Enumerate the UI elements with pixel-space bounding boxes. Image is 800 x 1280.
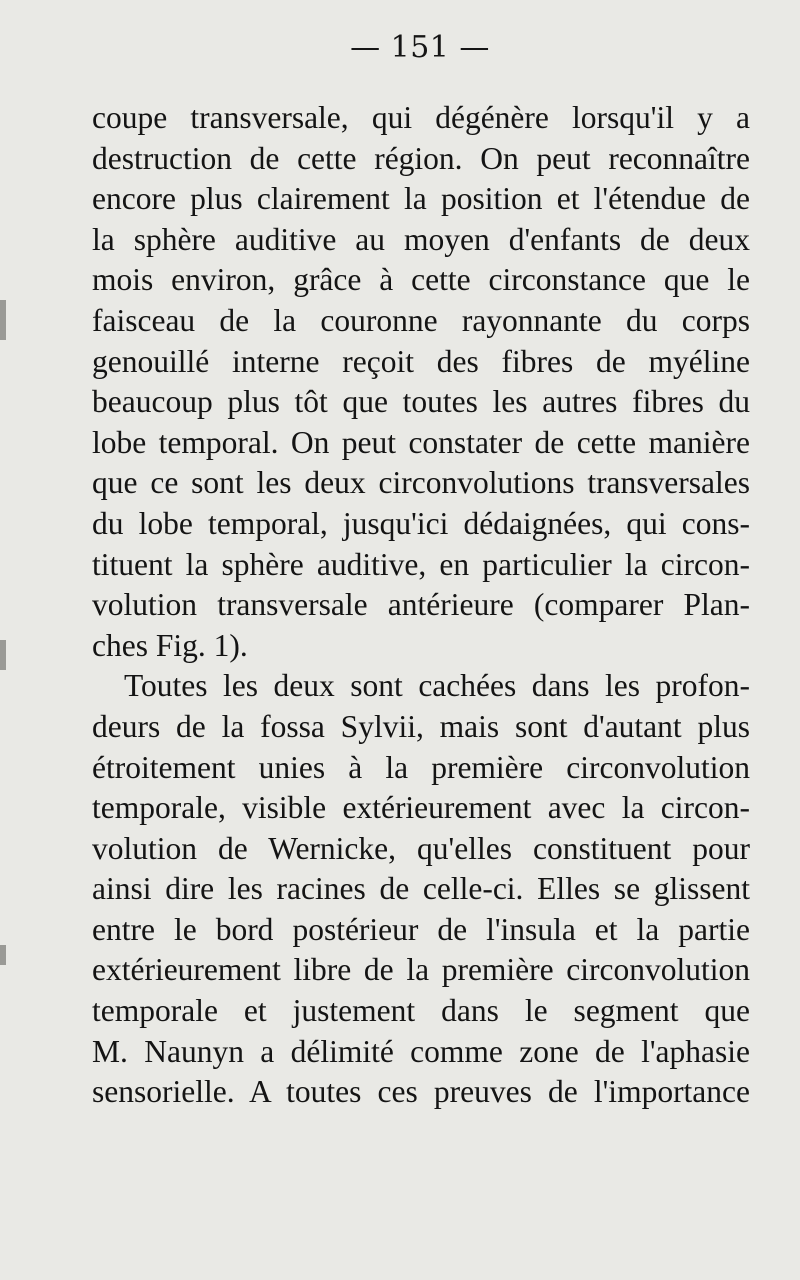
page-edge-mark [0,945,6,965]
text-line: extérieurement libre de la première circonvolution [92,952,750,988]
text-line: volution transversale antérieure (comparer Plan- [92,587,750,623]
text-line: entre le bord postérieur de l'insula et la partie [92,911,750,947]
text-line: M. Naunyn a délimité comme zone de l'aphasie [92,1033,750,1069]
text-line: Toutes les deux sont cachées dans les profon- [124,668,750,704]
page-edge-mark [0,300,6,340]
text-line: étroitement unies à la première circonvolution [92,749,750,785]
text-line: destruction de cette région. On peut reconnaître [92,140,750,176]
page-number: — 151 — [350,30,490,65]
text-line: mois environ, grâce à cette circonstance que le [92,262,750,298]
text-line: ainsi dire les racines de celle-ci. Elles se glissent [92,871,750,907]
text-line: temporale, visible extérieurement avec la circon- [92,790,750,826]
text-line: beaucoup plus tôt que toutes les autres fibres du [92,384,750,420]
text-line: sensorielle. A toutes ces preuves de l'importance [92,1074,750,1110]
text-line: coupe transversale, qui dégénère lorsqu'il y a [92,100,750,135]
text-line: la sphère auditive au moyen d'enfants de deux [92,221,750,257]
text-line: du lobe temporal, jusqu'ici dédaignées, qui cons- [92,505,750,541]
text-line: temporale et justement dans le segment que [92,993,750,1029]
text-line: que ce sont les deux circonvolutions transversales [92,465,750,501]
page-edge-mark [0,640,6,670]
text-line: encore plus clairement la position et l'étendue de [92,181,750,217]
text-line: genouillé interne reçoit des fibres de myéline [92,343,750,379]
text-line: faisceau de la couronne rayonnante du corps [92,302,750,338]
text-line: volution de Wernicke, qu'elles constituent pour [92,830,750,866]
text-line: deurs de la fossa Sylvii, mais sont d'autant plus [92,708,750,744]
text-line: lobe temporal. On peut constater de cette manière [92,424,750,460]
body-text [92,98,750,1113]
paragraph [92,98,750,666]
text-line: tituent la sphère auditive, en particulier la circon- [92,546,750,582]
text-line: ches Fig. 1). [92,627,248,663]
paragraph [92,666,750,1113]
